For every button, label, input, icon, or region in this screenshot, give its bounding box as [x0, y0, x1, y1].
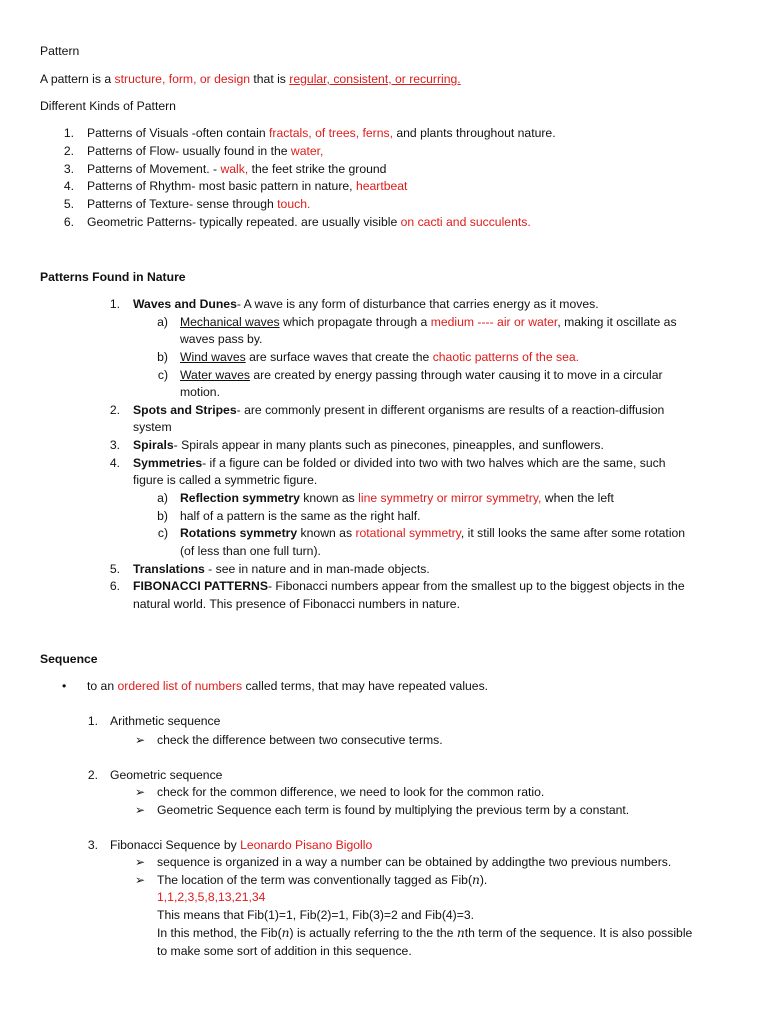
arrow-bullet-icon: ➢: [135, 873, 146, 887]
arrow-bullet-icon: ➢: [135, 855, 146, 869]
pattern-definition: A pattern is a structure, form, or design that is regular, consistent, or recurring.: [40, 72, 461, 86]
arrow-bullet-icon: ➢: [135, 733, 146, 747]
bullet-icon: •: [62, 679, 67, 693]
document-title: Pattern: [40, 44, 80, 58]
fibonacci-numbers: 1,1,2,3,5,8,13,21,34: [157, 890, 266, 904]
arrow-bullet-icon: ➢: [135, 803, 146, 817]
sequence-heading: Sequence: [40, 652, 98, 666]
kinds-heading: Different Kinds of Pattern: [40, 99, 176, 113]
nature-heading: Patterns Found in Nature: [40, 270, 186, 284]
arrow-bullet-icon: ➢: [135, 785, 146, 799]
